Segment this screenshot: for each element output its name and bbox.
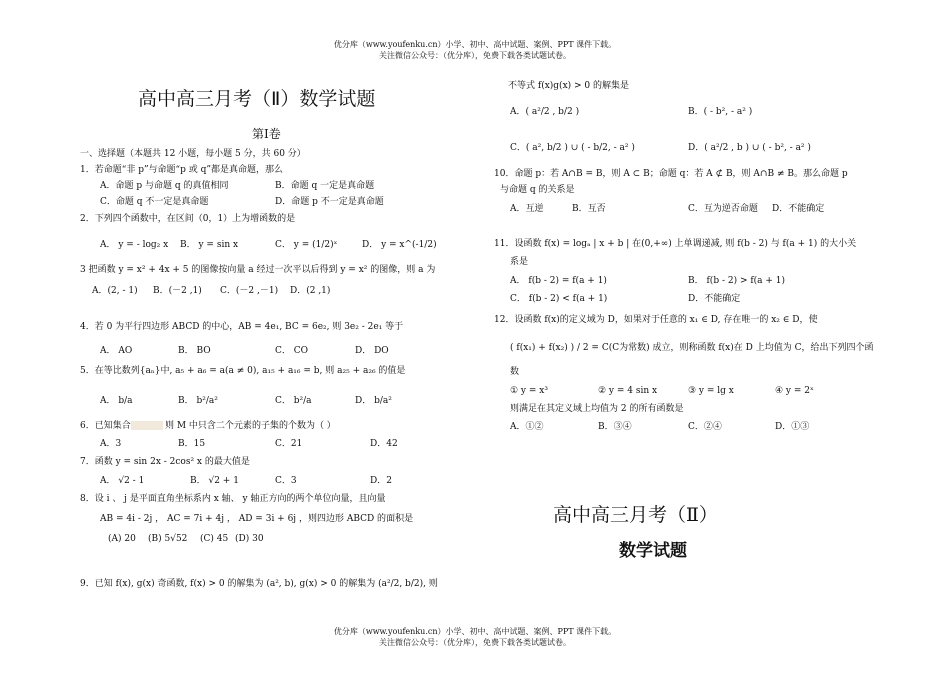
q12-function-3: ③ y = lg x (688, 386, 734, 396)
q8-option-a: (A) 20 (108, 534, 136, 544)
q10-option-b: B．互否 (572, 204, 606, 214)
q1-option-d: D．命题 p 不一定是真命题 (275, 197, 384, 207)
q7-option-c: C．3 (275, 476, 297, 486)
q12-option-d: D．①③ (775, 422, 810, 432)
q4-option-d: D． DO (355, 346, 389, 356)
q5-option-c: C． b²/a (275, 396, 312, 406)
q4-option-c: C． CO (275, 346, 309, 356)
q1-option-b: B．命题 q 一定是真命题 (275, 181, 375, 191)
set-definition-image (131, 421, 163, 430)
q2-option-b: B． y = sin x (180, 240, 239, 250)
q2-stem: 2．下列四个函数中，在区间（0，1）上为增函数的是 (80, 214, 296, 224)
q6-option-a: A．3 (100, 439, 122, 449)
header-line-1: 优分库（www.youfenku.cn）小学、初中、高中试题、案例、PPT 课件下载。 (333, 40, 617, 49)
q3-option-c: C．(－2 ,－1) (220, 286, 279, 296)
q12-function-4: ④ y = 2ˣ (775, 386, 814, 396)
q12-function-1: ① y = x³ (510, 386, 548, 396)
q4-option-a: A． AO (100, 346, 133, 356)
q4-stem: 4．若 0 为平行四边形 ABCD 的中心，AB = 4e₁, BC = 6e₂, 则 3e₂ - 2e₁ 等于 (80, 322, 404, 332)
side-subtitle: 数学试题 (619, 541, 687, 561)
q9-option-d: D．( a²/2 , b ) ∪ ( - b², - a² ) (688, 143, 811, 153)
header-line-2: 关注微信公众号：（优分库），免费下载各类试题试卷。 (379, 51, 571, 60)
q5-option-d: D． b/a² (355, 396, 392, 406)
q8-vectors: AB = 4i - 2j ， AC = 7i + 4j ， AD = 3i + 6j ，则四边形 ABCD 的面积是 (100, 514, 414, 524)
footer-line-1: 优分库（www.youfenku.cn）小学、初中、高中试题、案例、PPT 课件下载。 (333, 627, 617, 636)
q11-stem: 11．设函数 f(x) = logₐ | x + b | 在(0,+∞) 上单调递减, 则 f(b - 2) 与 f(a + 1) 的大小关 (494, 239, 857, 249)
q9-stem-continued: 不等式 f(x)g(x) > 0 的解集是 (508, 81, 629, 91)
q5-option-b: B． b²/a² (178, 396, 218, 406)
volume-label: 第Ⅰ卷 (252, 127, 281, 141)
q10-option-c: C．互为逆否命题 (688, 204, 758, 214)
q11-option-b: B． f(b - 2) > f(a + 1) (688, 276, 786, 286)
q6-option-d: D．42 (370, 439, 398, 449)
q3-stem: 3 把函数 y = x² + 4x + 5 的图像按向量 a 经过一次平以后得到 y = x² 的图像，则 a 为 (80, 265, 436, 275)
q10-stem-continued: 与命题 q 的关系是 (500, 185, 575, 195)
q1-option-a: A．命题 p 与命题 q 的真值相同 (100, 181, 229, 191)
q1-option-c: C．命题 q 不一定是真命题 (100, 197, 209, 207)
q11-option-a: A． f(b - 2) = f(a + 1) (510, 276, 607, 286)
q7-option-b: B． √2 + 1 (190, 476, 239, 486)
q10-option-a: A．互逆 (510, 204, 544, 214)
q8-option-b: (B) 5√52 (148, 534, 188, 544)
page-title: 高中高三月考（Ⅱ）数学试题 (138, 88, 376, 110)
q11-stem-continued: 系是 (510, 257, 529, 267)
q9-option-a: A．( a²/2 , b/2 ) (510, 107, 580, 117)
q10-option-d: D．不能确定 (772, 204, 825, 214)
q7-option-a: A． √2 - 1 (100, 476, 145, 486)
q8-stem: 8．设 i 、 j 是平面直角坐标系内 x 轴、 y 轴正方向的两个单位向量，且向量 (80, 494, 386, 504)
q8-option-d: (D) 30 (235, 534, 264, 544)
q2-option-a: A． y = - log₂ x (100, 240, 169, 250)
q9-option-c: C．( a², b/2 ) ∪ ( - b/2, - a² ) (510, 143, 635, 153)
q12-option-a: A．①② (510, 422, 544, 432)
q7-option-d: D．2 (370, 476, 392, 486)
section-heading: 一、选择题（本题共 12 小题，每小题 5 分，共 60 分） (80, 149, 306, 159)
q3-option-b: B．(－2 ,1) (153, 286, 202, 296)
q3-option-d: D．(2 ,1) (290, 286, 331, 296)
q6-stem-b: 则 M 中只含二个元素的子集的个数为（ ） (165, 421, 336, 431)
q12-option-b: B．③④ (598, 422, 632, 432)
q11-option-d: D．不能确定 (688, 294, 741, 304)
q4-option-b: B． BO (178, 346, 211, 356)
q5-option-a: A． b/a (100, 396, 133, 406)
q6-option-c: C．21 (275, 439, 303, 449)
q6-option-b: B．15 (178, 439, 206, 449)
q6-stem-a: 6．已知集合 (80, 421, 131, 431)
q11-option-c: C． f(b - 2) < f(a + 1) (510, 294, 608, 304)
q5-stem: 5．在等比数列{aₙ}中, a₅ + a₆ = a(a ≠ 0), a₁₅ + a₁₆ = b, 则 a₂₅ + a₂₆ 的值是 (80, 366, 406, 376)
q2-option-d: D． y = x^(-1/2) (362, 240, 437, 250)
q10-stem: 10．命题 p：若 A∩B = B，则 A ⊂ B；命题 q：若 A ⊄ B，则 A∩B ≠ B。那么命题 p (494, 169, 848, 179)
side-title: 高中高三月考（Ⅱ） (553, 504, 718, 526)
q12-stem-continued: ( f(x₁) + f(x₂) ) / 2 = C(C为常数) 成立，则称函数 f(x)在 D 上均值为 C，给出下列四个函 (510, 343, 874, 353)
q8-option-c: (C) 45 (200, 534, 229, 544)
q12-stem-tail: 数 (510, 367, 520, 377)
q9-stem: 9．已知 f(x), g(x) 奇函数, f(x) > 0 的解集为 (a², b), g(x) > 0 的解集为 (a²/2, b/2), 则 (80, 579, 438, 589)
q3-option-a: A．(2, - 1) (92, 286, 138, 296)
q1-stem: 1．若命题“非 p”与命题“p 或 q”都是真命题，那么 (80, 165, 283, 175)
q12-note: 则满足在其定义域上均值为 2 的所有函数是 (510, 404, 684, 414)
q2-option-c: C． y = (1/2)ˣ (275, 240, 338, 250)
q7-stem: 7．函数 y = sin 2x - 2cos² x 的最大值是 (80, 457, 250, 467)
footer-line-2: 关注微信公众号：（优分库），免费下载各类试题试卷。 (379, 638, 571, 647)
q12-option-c: C．②④ (688, 422, 722, 432)
q9-option-b: B．( - b², - a² ) (688, 107, 753, 117)
q12-stem: 12．设函数 f(x)的定义域为 D，如果对于任意的 x₁ ∈ D, 存在唯一的 x₂ ∈ D，使 (494, 315, 818, 325)
q12-function-2: ② y = 4 sin x (598, 386, 658, 396)
